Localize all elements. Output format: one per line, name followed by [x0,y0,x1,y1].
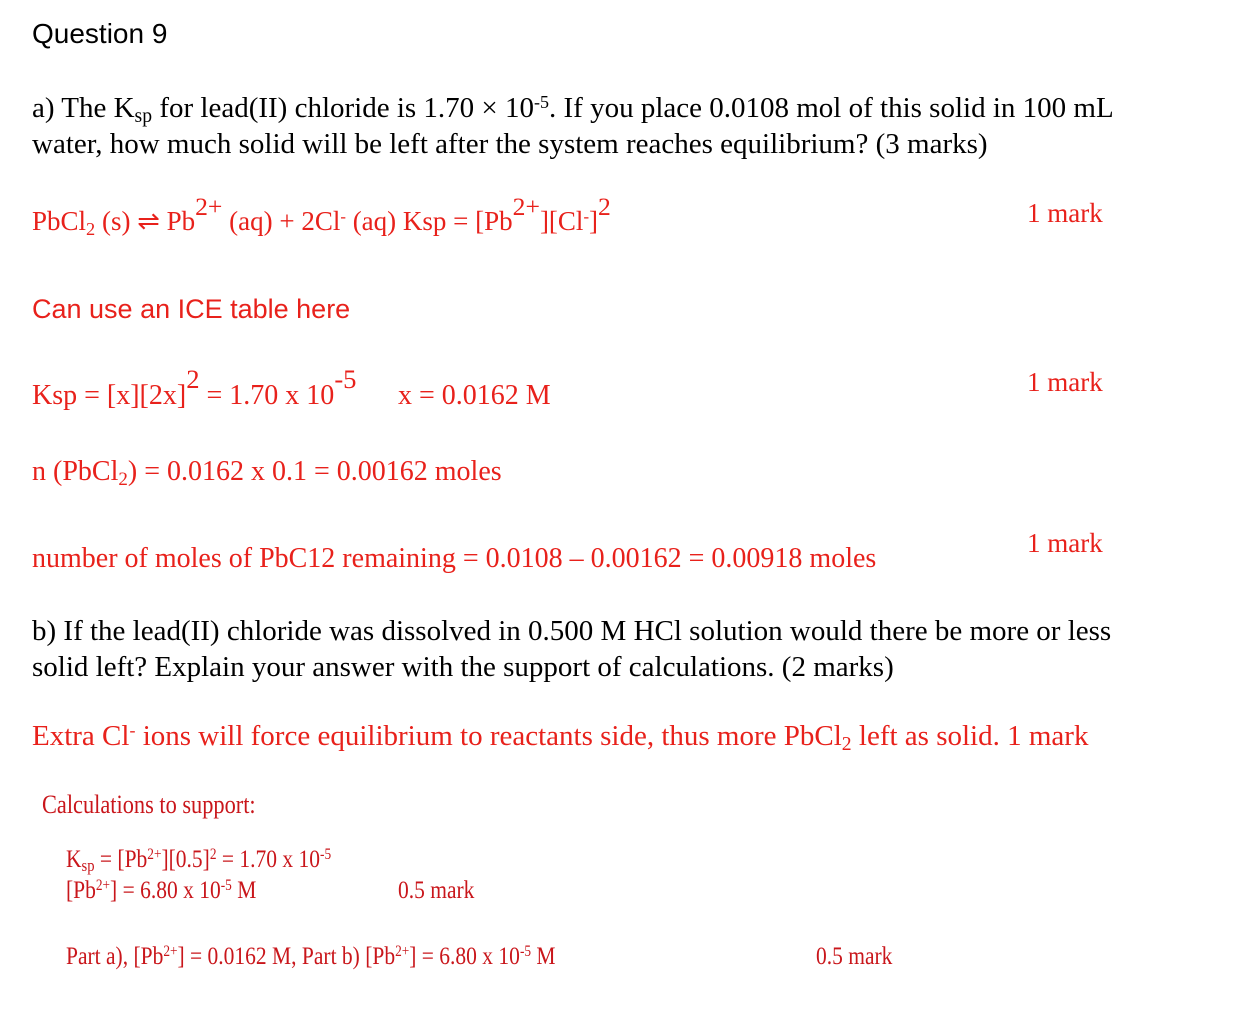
calc-mark-1: 0.5 mark [398,877,475,904]
ksp-calculation: Ksp = $[x][2x]^2 = 1.70$ x $10^{-5}$ [32,364,357,411]
ice-table-note: Can use an ICE table here [32,294,351,324]
question-title: Question 9 [32,18,168,49]
question-a-line1: a) The $K_{sp}$ for lead(II) chloride is $1.70 \times 10^{-5}$. If you place 0.0108 mol of this solid in 100 mL [32,92,1114,127]
x-value: x = 0.0162 M [398,380,551,411]
calculations-heading: Calculations to support: [42,790,256,819]
question-b-line2: solid left? Explain your answer with the support of calculations. (2 marks) [32,651,894,683]
dissolution-equation: PbCl$_2$ (s) ⇌ $Pb^{2+}$ (aq) + 2Cl- (aq) Ksp = $[Pb^{2+}][Cl^-]^2$ [32,191,611,239]
calc-mark-2: 0.5 mark [816,943,893,970]
calc-line-3: Part a), $[Pb^{2+}] = 0.0162$ M, Part b) $[Pb^{2+}] = 6.80$ x $10^{-5}$ M [66,943,556,970]
mark-label-2: 1 mark [1027,367,1103,397]
question-a-line2: water, how much solid will be left after the system reaches equilibrium? (3 marks) [32,128,988,160]
moles-remaining: number of moles of PbC12 remaining = 0.0108 – 0.00162 = 0.00918 moles [32,543,877,574]
answer-b: Extra Cl- ions will force equilibrium to reactants side, thus more PbCl$_2$ left as solid. 1 mark [32,720,1089,755]
moles-calculation: n (PbCl$_2$) = 0.0162 x 0.1 = 0.00162 moles [32,456,502,490]
question-b-line1: b) If the lead(II) chloride was dissolved in 0.500 M HCl solution would there be more or less [32,615,1112,647]
calc-line-2: $[Pb^{2+}] = 6.80$ x $10^{-5}$ M [66,877,257,904]
mark-label-1: 1 mark [1027,198,1103,228]
calc-line-1: $K_{sp} = [Pb^{2+}][0.5]^2 = 1.70$ x $10^{-5}$ [66,846,332,876]
mark-label-3: 1 mark [1027,528,1103,558]
